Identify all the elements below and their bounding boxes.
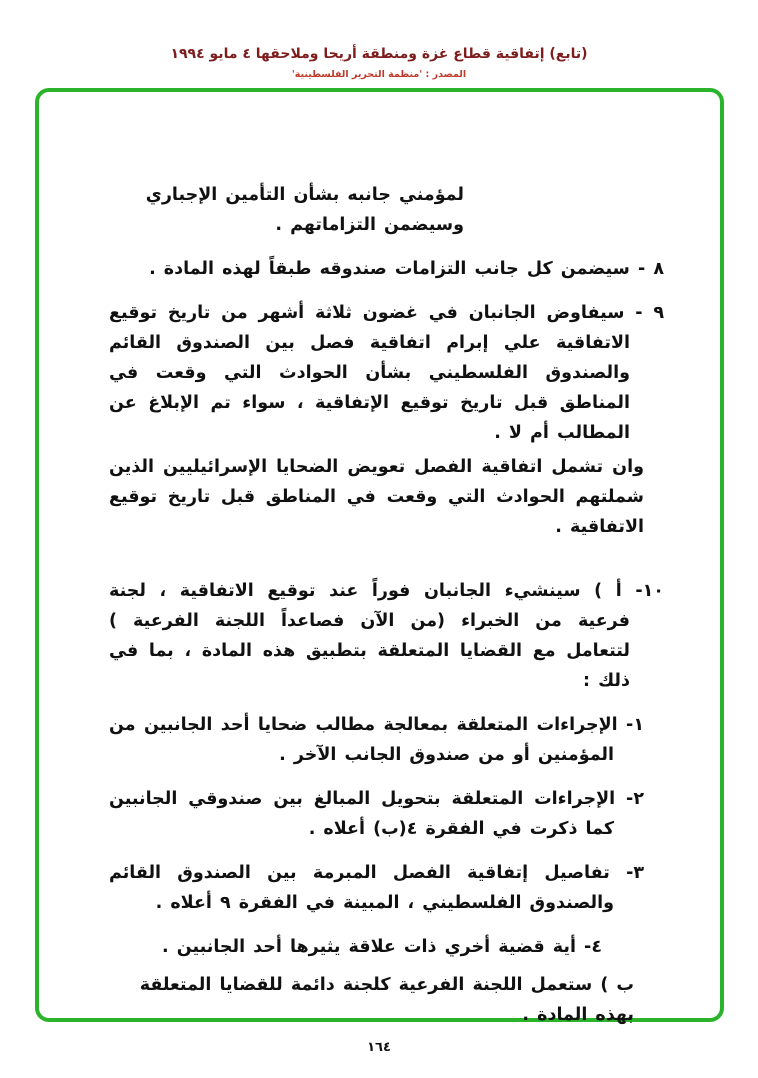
- item-text: الإجراءات المتعلقة بتحويل المبالغ بين صندوقي الجانبين كما ذكرت في الفقرة ٤(ب) أعلاه .: [109, 789, 616, 839]
- item-text: تفاصيل إتفاقية الفصل المبرمة بين الصندوق القائم والصندوق الفلسطيني ، المبينة في الفقرة ٩ أعلاه .: [109, 863, 614, 913]
- item-text: ستعمل اللجنة الفرعية كلجنة دائمة للقضايا المتعلقة بهذه المادة .: [139, 975, 634, 1025]
- content-border-box: [35, 88, 724, 1025]
- item-marker: ٣-: [626, 863, 645, 883]
- item-marker: ب ): [600, 975, 634, 995]
- item-marker: ١-: [626, 715, 644, 735]
- sub-item-4: [109, 932, 602, 962]
- document-source: المصدر : 'منظمة التحرير الفلسطينية': [291, 69, 467, 80]
- item-marker: ١٠- أ ): [594, 581, 664, 601]
- list-item-10a: [109, 576, 664, 696]
- sub-item-1: [109, 710, 644, 770]
- item-marker: ٨ -: [637, 259, 664, 279]
- list-item-10b: [109, 970, 634, 1030]
- paragraph-continuation: [109, 180, 464, 240]
- item-text: لمؤمني جانبه بشأن التأمين الإجباري وسيضمن التزاماتهم .: [145, 185, 464, 235]
- item-text: سيفاوض الجانبان في غضون ثلاثة أشهر من تاريخ توقيع الاتفاقية علي إبرام اتفاقية فصل بين الصندوق القائم والصندوق الفلسطيني بشأن الحوادث التي وقعت في المناطق قبل تاريخ توقيع الإتفاقية ، سواء تم الإبلاغ عن المطالب أم لا .: [109, 303, 630, 443]
- list-item-8: [109, 254, 664, 284]
- list-item-9: [109, 298, 664, 448]
- document-title: (تابع) إتفاقية قطاع غزة ومنطقة أريحا وملاحقها ٤ مايو ١٩٩٤: [170, 46, 588, 62]
- page-number: ١٦٤: [367, 1040, 391, 1055]
- sub-item-2: [109, 784, 644, 844]
- item-text: سيضمن كل جانب التزامات صندوقه طبقاً لهذه المادة .: [149, 259, 630, 279]
- item-text: سينشيء الجانبان فوراً عند توقيع الاتفاقية ، لجنة فرعية من الخبراء (من الآن فصاعداً اللجنة الفرعية ) لتتعامل مع القضايا المتعلقة بتطبيق هذه المادة ، بما في ذلك :: [109, 581, 630, 691]
- item-marker: ٩ -: [635, 303, 664, 323]
- item-marker: ٤-: [584, 937, 602, 957]
- item-marker: ٢-: [626, 789, 644, 809]
- page-header: [0, 46, 758, 80]
- paragraph-note: [109, 452, 644, 542]
- item-text: وان تشمل اتفاقية الفصل تعويض الضحايا الإسرائيليين الذين شملتهم الحوادث التي وقعت في المناطق قبل تاريخ توقيع الاتفاقية .: [109, 457, 644, 537]
- item-text: أية قضية أخري ذات علاقة يثيرها أحد الجانبين .: [161, 937, 576, 957]
- sub-item-3: [109, 858, 644, 918]
- item-text: الإجراءات المتعلقة بمعالجة مطالب ضحايا أحد الجانبين من المؤمنين أو من صندوق الجانب الآخر .: [109, 715, 618, 765]
